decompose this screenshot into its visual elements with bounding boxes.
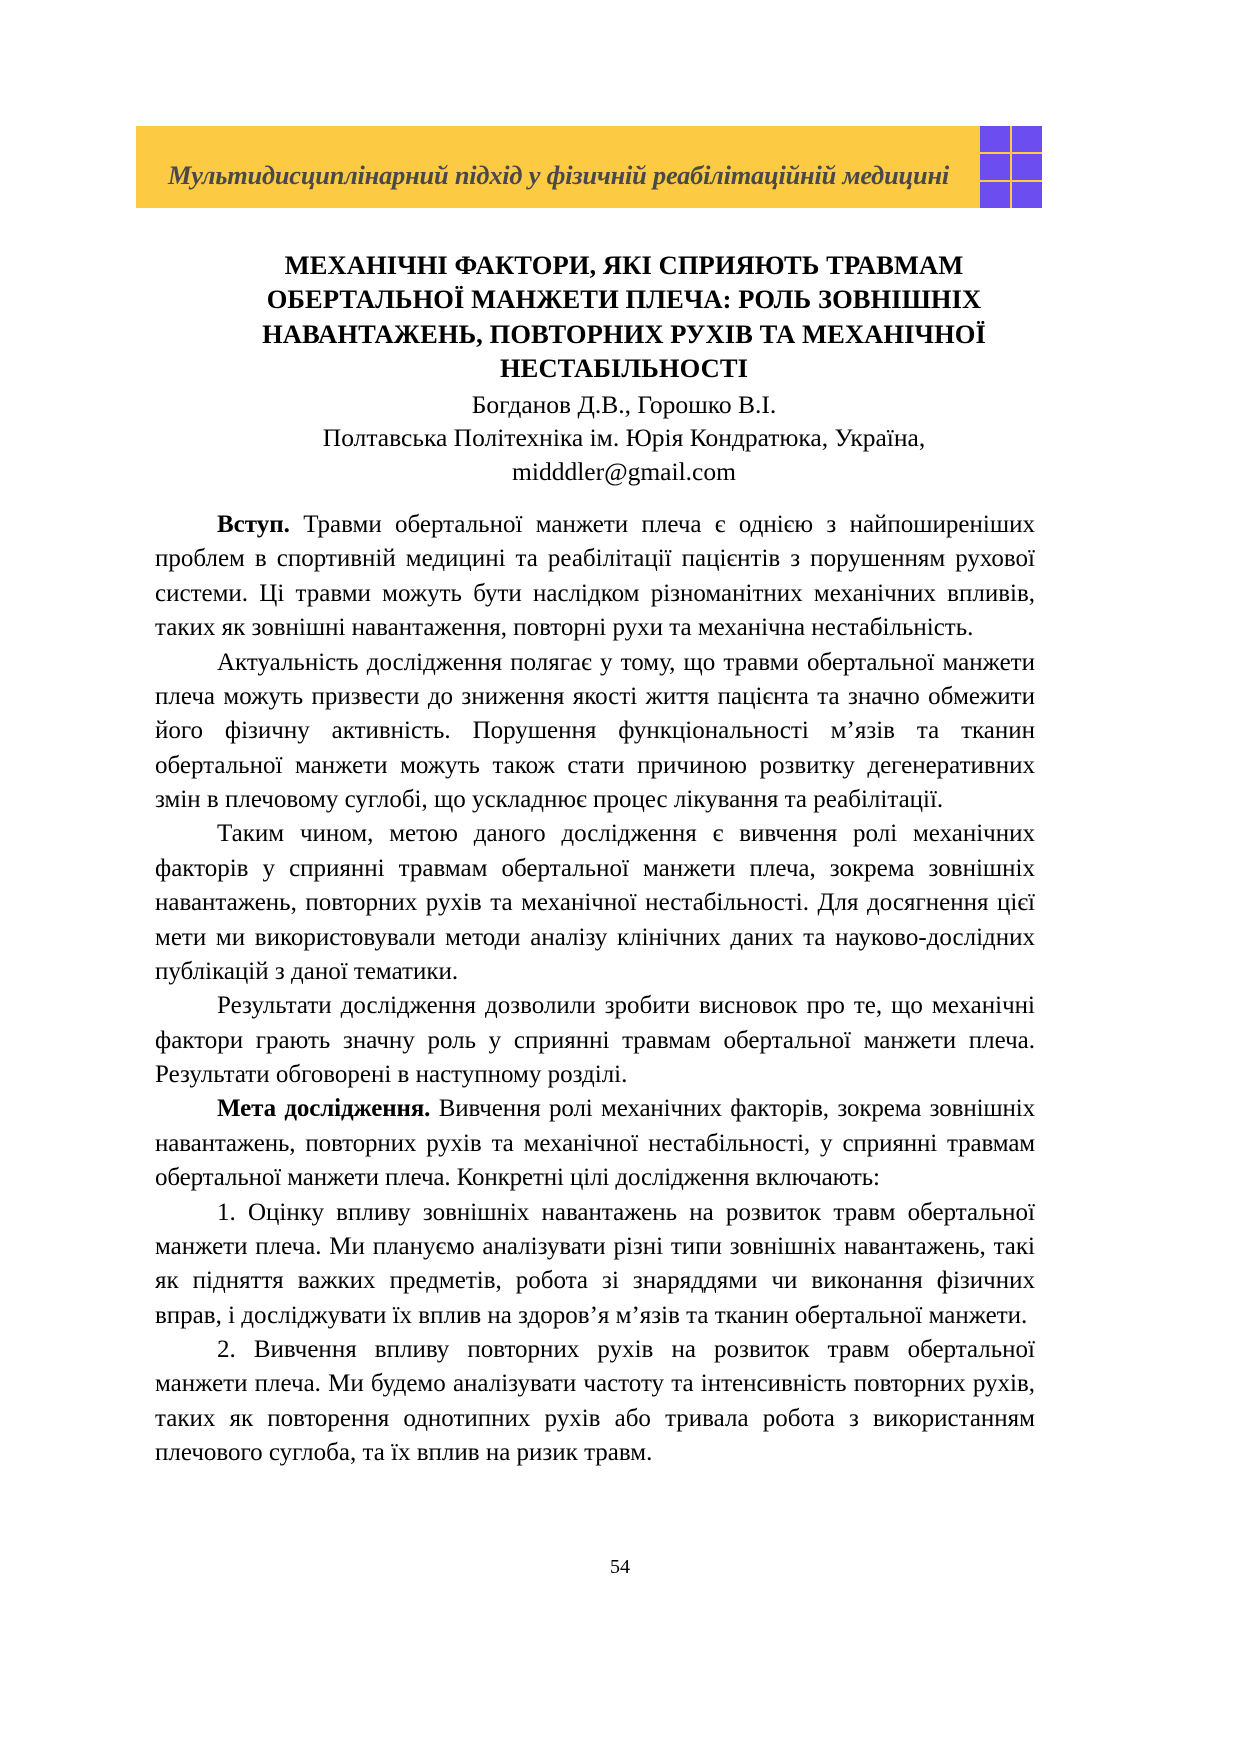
running-header-band-fill [136, 126, 980, 208]
introduction-label: Вступ. [217, 511, 290, 538]
list-item-2: 2. Вивчення впливу повторних рухів на розвиток травм обертальної манжети плеча. Ми будемо аналізувати частоту та інтенсивність повторних рухів, таких як повторення однотипних рухів або тривала робота з використанням плечового суглоба, та їх вплив на ризик травм. [155, 1336, 1035, 1467]
accent-divider-vertical [1010, 126, 1012, 208]
running-header-banner [136, 126, 1042, 208]
paragraph-purpose-statement: Таким чином, метою даного дослідження є вивчення ролі механічних факторів у сприянні травмам обертальної манжети плеча, зокрема зовнішніх навантажень, повторних рухів та механічної нестабільності. Для досягнення цієї мети ми використовували методи аналізу клінічних даних та науково-дослідних публікацій з даної тематики. [155, 820, 1035, 985]
article-body [155, 508, 1035, 1471]
introduction-text: Травми обертальної манжети плеча є однією з найпоширеніших проблем в спортивній медицині та реабілітації пацієнтів з порушенням рухової системи. Ці травми можуть бути наслідком різноманітних механічних впливів, таких як зовнішні навантаження, повторні рухи та механічна нестабільність. [155, 511, 1035, 642]
research-aim-label: Мета дослідження. [217, 1095, 431, 1123]
article-title: МЕХАНІЧНІ ФАКТОРИ, ЯКІ СПРИЯЮТЬ ТРАВМАМ ОБЕРТАЛЬНОЇ МАНЖЕТИ ПЛЕЧА: РОЛЬ ЗОВНІШНІХ НАВАНТАЖЕНЬ, ПОВТОРНИХ РУХІВ ТА МЕХАНІЧНОЇ НЕСТАБІЛЬНОСТІ [262, 249, 986, 384]
page-number: 54 [610, 1556, 630, 1578]
author-affiliation: Полтавська Політехніка ім. Юрія Кондратюка, Україна, [322, 423, 926, 453]
paragraph-relevance: Актуальність дослідження полягає у тому, що травми обертальної манжети плеча можуть призвести до зниження якості життя пацієнта та значно обмежити його фізичну активність. Порушення функціональності м’язів та тканин обертальної манжети можуть також стати причиною розвитку дегенеративних змін в плечовому суглобі, що ускладнює процес лікування та реабілітації. [155, 648, 1035, 813]
author-names: Богданов Д.В., Горошко В.І. [471, 390, 777, 419]
paragraph-introduction [155, 508, 1035, 646]
list-item-1: 1. Оцінку впливу зовнішніх навантажень на розвиток травм обертальної манжети плеча. Ми плануємо аналізувати різні типи зовнішніх навантажень, такі як підняття важких предметів, робота зі знаряддями чи виконання фізичних вправ, і досліджувати їх вплив на здоров’я м’язів та тканин обертальної манжети. [155, 1198, 1035, 1329]
header-accent-block [980, 126, 1042, 208]
author-email: midddler@gmail.com [512, 456, 736, 486]
research-aim-text: Вивчення ролі механічних факторів, зокрема зовнішніх навантажень, повторних рухів та механічної нестабільності, у сприянні травмам обертальної манжети плеча. Конкретні цілі дослідження включають: [155, 1095, 1035, 1192]
authors-block [228, 388, 1020, 488]
paragraph-research-aim [155, 1092, 1035, 1195]
paragraph-results: Результати дослідження дозволили зробити висновок про те, що механічні фактори грають значну роль у сприянні травмам обертальної манжети плеча. Результати обговорені в наступному розділі. [155, 992, 1035, 1088]
running-header-title: Мультидисциплінарний підхід у фізичній реабілітаційній медицині [167, 160, 949, 191]
